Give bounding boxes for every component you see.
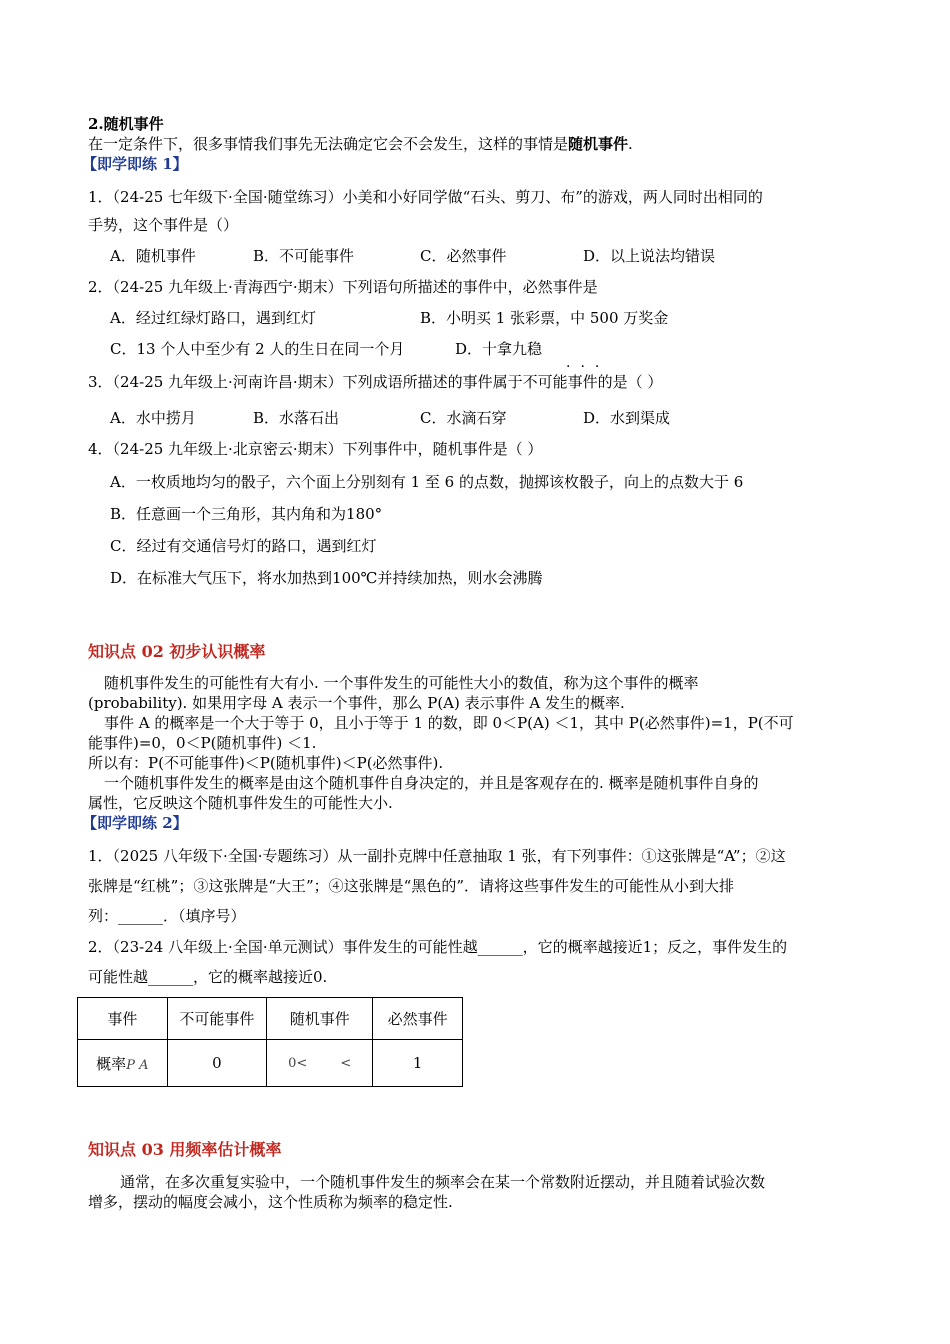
kp03-p1a: 通常，在多次重复实验中，一个随机事件发生的频率会在某一个常数附近摆动，并且随着试验次数: [120, 1173, 766, 1191]
q1-option-a: A．随机事件: [110, 247, 196, 265]
kp02-p1b: (probability). 如果用字母 A 表示一个事件，那么 P(A) 表示事件 A 发生的概率.: [88, 694, 625, 712]
q6-line2: 可能性越______，它的概率越接近0.: [88, 968, 328, 986]
q2-option-a: A．经过红绿灯路口，遇到红灯: [110, 309, 316, 327]
q1-line2: 手势，这个事件是（）: [88, 216, 239, 234]
definition-post: .: [628, 135, 633, 153]
q4-option-d: D．在标准大气压下，将水加热到100℃并持续加热，则水会沸腾: [110, 569, 543, 587]
q6-line1: 2．（23-24 八年级上·全国·单元测试）事件发生的可能性越______，它的概率越接近1；反之，事件发生的: [88, 938, 788, 956]
q5-line1: 1．（2025 八年级下·全国·专题练习）从一副扑克牌中任意抽取 1 张，有下列事件：①这张牌是“A”；②这: [88, 847, 786, 865]
kp02-p1a: 随机事件发生的可能性有大有小. 一个事件发生的可能性大小的数值，称为这个事件的概率: [104, 674, 699, 692]
q3-option-c: C．水滴石穿: [420, 409, 507, 427]
q1-option-b: B．不可能事件: [253, 247, 355, 265]
q4-option-b: B．任意画一个三角形，其内角和为180°: [110, 505, 383, 523]
q5-line2: 张牌是“红桃”；③这张牌是“大王”；④这张牌是“黑色的”．请将这些事件发生的可能性从小到大排: [88, 877, 735, 895]
practice-heading-1: 【即学即练 1】: [82, 155, 188, 173]
table-header-cell: 随机事件: [267, 998, 373, 1040]
definition-bold: 随机事件: [568, 135, 629, 153]
probability-table: [77, 997, 463, 1087]
q4-option-c: C．经过有交通信号灯的路口，遇到红灯: [110, 537, 377, 555]
q3-line1: 3．（24-25 九年级上·河南许昌·期末）下列成语所描述的事件属于不可能事件的是（ ）: [88, 373, 663, 391]
practice-heading-2: 【即学即练 2】: [82, 814, 188, 832]
q4-option-a: A．一枚质地均匀的骰子，六个面上分别刻有 1 至 6 的点数，抛掷该枚骰子，向上的点数大于 6: [110, 473, 744, 491]
kp03-p1b: 增多，摆动的幅度会减小，这个性质称为频率的稳定性.: [88, 1193, 453, 1211]
section-title: 2.随机事件: [88, 115, 164, 133]
table-row-label: [78, 1040, 168, 1087]
table-header-cell: 不可能事件: [167, 998, 266, 1040]
q2-line1: 2．（24-25 九年级上·青海西宁·期末）下列语句所描述的事件中，必然事件是: [88, 278, 598, 296]
table-row: [78, 1040, 463, 1087]
q1-option-d: D．以上说法均错误: [583, 247, 716, 265]
emphasis-dots: ···: [566, 359, 610, 375]
q5-line3: 列：______．（填序号）: [88, 907, 246, 925]
q1-line1: 1．（24-25 七年级下·全国·随堂练习）小美和小好同学做“石头、剪刀、布”的游戏，两人同时出相同的: [88, 188, 763, 206]
table-header-row: [78, 998, 463, 1040]
kp02-p4b: 属性，它反映这个随机事件发生的可能性大小.: [88, 794, 393, 812]
row-label-formula: P A: [126, 1057, 149, 1073]
table-cell: 0: [167, 1040, 266, 1087]
table-header-cell: 必然事件: [373, 998, 463, 1040]
q3-option-b: B．水落石出: [253, 409, 340, 427]
q2-option-c: C．13 个人中至少有 2 人的生日在同一个月: [110, 340, 405, 358]
kp02-p2b: 能事件)=0，0＜P(随机事件) ＜1.: [88, 734, 317, 752]
kp02-heading: 知识点 02 初步认识概率: [88, 642, 266, 661]
q1-option-c: C．必然事件: [420, 247, 507, 265]
kp03-heading: 知识点 03 用频率估计概率: [88, 1140, 282, 1159]
definition-text: [88, 134, 633, 154]
q3-option-d: D．水到渠成: [583, 409, 671, 427]
kp02-p3: 所以有：P(不可能事件)＜P(随机事件)＜P(必然事件).: [88, 754, 444, 772]
row-label-text: 概率: [96, 1054, 127, 1073]
table-header-cell: 事件: [78, 998, 168, 1040]
table-cell: 1: [373, 1040, 463, 1087]
q3-option-a: A．水中捞月: [110, 409, 196, 427]
kp02-p2a: 事件 A 的概率是一个大于等于 0，且小于等于 1 的数，即 0＜P(A) ＜1，其中 P(必然事件)=1，P(不可: [104, 714, 794, 732]
definition-pre: 在一定条件下，很多事情我们事先无法确定它会不会发生，这样的事情是: [88, 135, 569, 153]
q2-option-b: B．小明买 1 张彩票，中 500 万奖金: [420, 309, 669, 327]
kp02-p4a: 一个随机事件发生的概率是由这个随机事件自身决定的，并且是客观存在的. 概率是随机事件自身的: [104, 774, 759, 792]
q2-option-d: D．十拿九稳: [455, 340, 543, 358]
table-cell: 0< <: [267, 1040, 373, 1087]
q4-line1: 4．（24-25 九年级上·北京密云·期末）下列事件中，随机事件是（ ）: [88, 440, 543, 458]
